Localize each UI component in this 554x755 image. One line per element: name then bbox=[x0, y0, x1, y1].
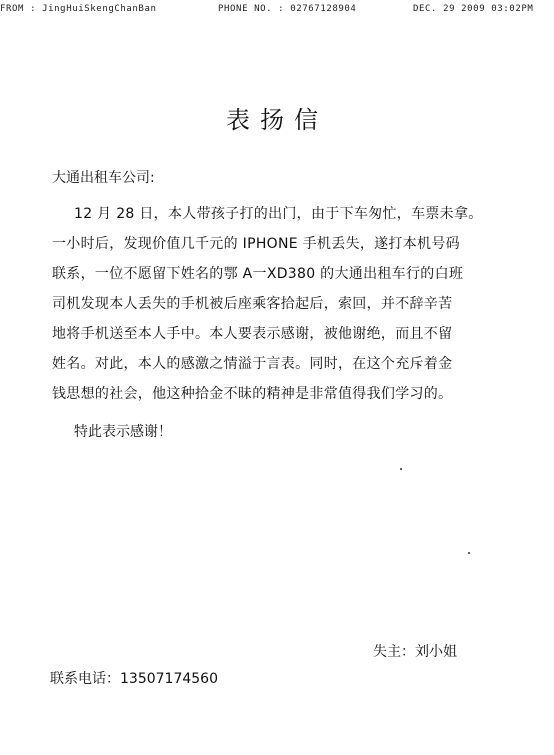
body-line-4: 司机发现本人丢失的手机被后座乘客拾起后，索回，并不辞辛苦 bbox=[52, 296, 453, 312]
letter-body bbox=[52, 199, 512, 409]
body-line-3: 联系，一位不愿留下姓名的鄂 A一XD380 的大通出租车行的白班 bbox=[52, 266, 464, 282]
fax-date: DEC. 29 2009 03:02PM bbox=[413, 4, 534, 14]
scan-speck bbox=[468, 552, 470, 554]
letter-greeting: 大通出租车公司: bbox=[52, 170, 155, 186]
contact-phone: 联系电话：13507174560 bbox=[50, 671, 218, 687]
letter-closing: 特此表示感谢！ bbox=[74, 424, 172, 440]
body-line-6: 姓名。对此，本人的感激之情溢于言表。同时，在这个充斥着金 bbox=[52, 356, 453, 372]
body-line-5: 地将手机送至本人手中。本人要表示感谢，被他谢绝，而且不留 bbox=[52, 326, 453, 342]
letter-signature: 失主：刘小姐 bbox=[373, 644, 457, 660]
scan-speck bbox=[400, 468, 402, 470]
body-line-2: 一小时后，发现价值几千元的 IPHONE 手机丢失，遂打本机号码 bbox=[52, 236, 460, 252]
letter-title: 表扬信 bbox=[226, 106, 328, 134]
fax-phone-number: PHONE NO. : 02767128904 bbox=[218, 4, 357, 14]
fax-header bbox=[0, 4, 554, 20]
fax-from: FROM : JingHuiSkengChanBan bbox=[0, 4, 157, 14]
body-line-7: 钱思想的社会，他这种拾金不昧的精神是非常值得我们学习的。 bbox=[52, 386, 453, 402]
body-line-1: 12 月 28 日，本人带孩子打的出门，由于下车匆忙，车票未拿。 bbox=[74, 206, 483, 222]
